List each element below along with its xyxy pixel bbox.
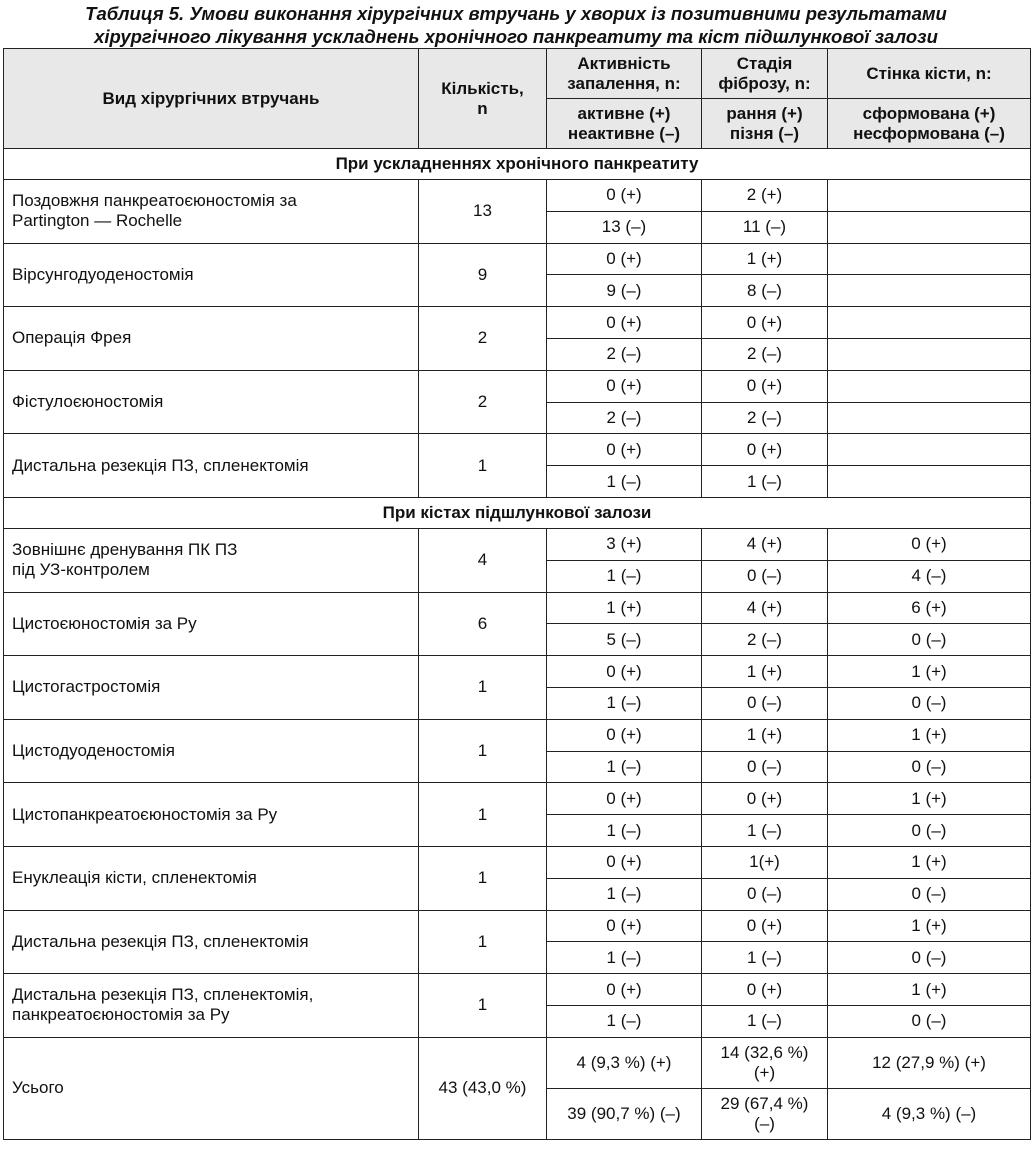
wall-unformed: 0 (–) <box>828 942 1031 974</box>
fibrosis-late: 8 (–) <box>702 275 828 307</box>
fibrosis-early: 0 (+) <box>702 434 828 466</box>
procedure-name-line: Поздовжня панкреатоєюностомія за <box>12 191 297 211</box>
activity-negative: 2 (–) <box>547 402 702 434</box>
wall-unformed: 0 (–) <box>828 624 1031 656</box>
fibrosis-early: 4 (+) <box>702 528 828 560</box>
total-label: Усього <box>4 1037 419 1139</box>
wall-unformed: 0 (–) <box>828 1005 1031 1037</box>
procedure-name-line: Дистальна резекція ПЗ, спленектомія <box>12 455 309 475</box>
total-count: 43 (43,0 %) <box>419 1037 547 1139</box>
wall-unformed: 4 (–) <box>828 560 1031 592</box>
header-fibrosis-sub-1: рання (+) <box>726 103 803 123</box>
total-fibrosis-early <box>702 1037 828 1088</box>
fibrosis-late: 1 (–) <box>702 942 828 974</box>
procedure-name <box>4 434 419 498</box>
wall-formed <box>828 434 1031 466</box>
fibrosis-late: 2 (–) <box>702 338 828 370</box>
procedure-name-line: під УЗ-контролем <box>12 560 150 580</box>
header-count <box>419 49 547 149</box>
activity-negative: 1 (–) <box>547 1005 702 1037</box>
count-cell: 1 <box>419 656 547 720</box>
count-cell: 1 <box>419 974 547 1038</box>
procedure-name <box>4 846 419 910</box>
wall-unformed <box>828 402 1031 434</box>
fibrosis-early: 1 (+) <box>702 719 828 751</box>
count-cell: 1 <box>419 846 547 910</box>
section-title: При ускладненнях хронічного панкреатиту <box>4 149 1031 180</box>
header-fibrosis-sub-2: пізня (–) <box>729 123 800 143</box>
activity-negative: 1 (–) <box>547 942 702 974</box>
total-fibrosis-early-line: (+) <box>753 1062 776 1082</box>
fibrosis-late: 2 (–) <box>702 402 828 434</box>
activity-positive: 0 (+) <box>547 434 702 466</box>
table-row <box>4 846 1031 878</box>
wall-formed: 0 (+) <box>828 528 1031 560</box>
fibrosis-early: 1 (+) <box>702 656 828 688</box>
wall-formed: 1 (+) <box>828 910 1031 942</box>
table-row <box>4 243 1031 275</box>
fibrosis-late: 2 (–) <box>702 624 828 656</box>
total-activity-positive: 4 (9,3 %) (+) <box>547 1037 702 1088</box>
procedure-name <box>4 656 419 720</box>
table-row <box>4 528 1031 560</box>
activity-negative: 1 (–) <box>547 751 702 783</box>
table-title <box>0 0 1032 48</box>
table-row <box>4 910 1031 942</box>
fibrosis-early: 0 (+) <box>702 910 828 942</box>
count-cell: 1 <box>419 434 547 498</box>
procedure-name-line: Дистальна резекція ПЗ, спленектомія <box>12 931 309 951</box>
table-title-line-1: Таблиця 5. Умови виконання хірургічних втручань у хворих із позитивними результатами <box>85 3 947 24</box>
wall-formed: 1 (+) <box>828 783 1031 815</box>
table-header <box>4 49 1031 149</box>
activity-negative: 1 (–) <box>547 815 702 847</box>
table-row <box>4 592 1031 624</box>
activity-positive: 0 (+) <box>547 243 702 275</box>
fibrosis-early: 0 (+) <box>702 370 828 402</box>
header-activity-sub-1: активне (+) <box>577 103 671 123</box>
fibrosis-early: 4 (+) <box>702 592 828 624</box>
fibrosis-early: 2 (+) <box>702 180 828 212</box>
procedure-name <box>4 592 419 656</box>
wall-formed: 1 (+) <box>828 974 1031 1006</box>
section-row <box>4 149 1031 180</box>
header-activity-line-1: Активність <box>577 53 671 73</box>
header-wall-sub-2: несформована (–) <box>853 123 1005 143</box>
fibrosis-late: 0 (–) <box>702 751 828 783</box>
fibrosis-early: 1(+) <box>702 846 828 878</box>
header-wall-sub <box>828 99 1031 149</box>
activity-negative: 13 (–) <box>547 211 702 243</box>
fibrosis-late: 11 (–) <box>702 211 828 243</box>
total-fibrosis-late-line: 29 (67,4 %) <box>720 1093 809 1113</box>
activity-negative: 1 (–) <box>547 687 702 719</box>
activity-negative: 1 (–) <box>547 466 702 498</box>
wall-formed <box>828 307 1031 339</box>
activity-negative: 1 (–) <box>547 878 702 910</box>
procedure-name-line: Операція Фрея <box>12 328 132 348</box>
procedure-name-line: Фістулоєюностомія <box>12 392 164 412</box>
activity-positive: 0 (+) <box>547 974 702 1006</box>
procedure-name-line: панкреатоєюностомія за Ру <box>12 1005 230 1025</box>
header-fibrosis-sub <box>702 99 828 149</box>
table-row <box>4 719 1031 751</box>
wall-formed: 1 (+) <box>828 656 1031 688</box>
table-row <box>4 783 1031 815</box>
wall-unformed <box>828 466 1031 498</box>
procedure-name-line: Зовнішнє дренування ПК ПЗ <box>12 540 238 560</box>
fibrosis-early: 0 (+) <box>702 974 828 1006</box>
procedure-name <box>4 910 419 974</box>
wall-formed: 6 (+) <box>828 592 1031 624</box>
table-row <box>4 180 1031 212</box>
table-title-line-2: хірургічного лікування ускладнень хронічного панкреатиту та кіст підшлункової залози <box>94 26 938 47</box>
count-cell: 9 <box>419 243 547 307</box>
activity-positive: 0 (+) <box>547 846 702 878</box>
fibrosis-late: 0 (–) <box>702 878 828 910</box>
fibrosis-late: 0 (–) <box>702 560 828 592</box>
wall-unformed: 0 (–) <box>828 687 1031 719</box>
wall-unformed: 0 (–) <box>828 878 1031 910</box>
wall-unformed: 0 (–) <box>828 815 1031 847</box>
header-fibrosis <box>702 49 828 99</box>
procedure-name <box>4 180 419 244</box>
fibrosis-late: 1 (–) <box>702 1005 828 1037</box>
activity-positive: 0 (+) <box>547 656 702 688</box>
activity-positive: 0 (+) <box>547 180 702 212</box>
total-wall-formed: 12 (27,9 %) (+) <box>828 1037 1031 1088</box>
count-cell: 1 <box>419 719 547 783</box>
fibrosis-early: 0 (+) <box>702 307 828 339</box>
wall-unformed: 0 (–) <box>828 751 1031 783</box>
fibrosis-late: 1 (–) <box>702 815 828 847</box>
header-activity <box>547 49 702 99</box>
procedure-name <box>4 528 419 592</box>
procedure-name-line: Цистогастростомія <box>12 677 161 697</box>
count-cell: 13 <box>419 180 547 244</box>
header-fibrosis-line-2: фіброзу, n: <box>718 73 811 93</box>
wall-unformed <box>828 275 1031 307</box>
activity-negative: 1 (–) <box>547 560 702 592</box>
procedure-name-line: Partington — Rochelle <box>12 211 183 231</box>
total-wall-unformed: 4 (9,3 %) (–) <box>828 1088 1031 1139</box>
procedure-name <box>4 370 419 434</box>
activity-positive: 0 (+) <box>547 307 702 339</box>
table-row <box>4 974 1031 1006</box>
activity-negative: 2 (–) <box>547 338 702 370</box>
total-fibrosis-early-line: 14 (32,6 %) <box>720 1042 809 1062</box>
total-fibrosis-late <box>702 1088 828 1139</box>
wall-formed: 1 (+) <box>828 719 1031 751</box>
wall-formed <box>828 370 1031 402</box>
section-title: При кістах підшлункової залози <box>4 497 1031 528</box>
total-row <box>4 1037 1031 1088</box>
procedure-name <box>4 974 419 1038</box>
table-row <box>4 307 1031 339</box>
wall-unformed <box>828 211 1031 243</box>
fibrosis-early: 1 (+) <box>702 243 828 275</box>
count-cell: 1 <box>419 910 547 974</box>
header-type: Вид хірургічних втручань <box>4 49 419 149</box>
header-count-line-2: n <box>477 98 488 118</box>
procedure-name-line: Цистопанкреатоєюностомія за Ру <box>12 804 278 824</box>
fibrosis-late: 1 (–) <box>702 466 828 498</box>
header-wall: Стінка кісти, n: <box>828 49 1031 99</box>
procedure-name-line: Цистоєюностомія за Ру <box>12 613 197 633</box>
activity-positive: 3 (+) <box>547 528 702 560</box>
header-activity-sub <box>547 99 702 149</box>
table-row <box>4 656 1031 688</box>
procedure-name <box>4 243 419 307</box>
total-fibrosis-late-line: (–) <box>754 1113 775 1133</box>
wall-formed: 1 (+) <box>828 846 1031 878</box>
header-wall-sub-1: сформована (+) <box>862 103 996 123</box>
count-cell: 1 <box>419 783 547 847</box>
activity-positive: 0 (+) <box>547 910 702 942</box>
count-cell: 4 <box>419 528 547 592</box>
section-row <box>4 497 1031 528</box>
activity-positive: 0 (+) <box>547 783 702 815</box>
fibrosis-early: 0 (+) <box>702 783 828 815</box>
table-row <box>4 370 1031 402</box>
table-row <box>4 434 1031 466</box>
procedure-name <box>4 783 419 847</box>
header-count-line-1: Кількість, <box>441 78 524 98</box>
count-cell: 6 <box>419 592 547 656</box>
header-activity-line-2: запалення, n: <box>567 73 681 93</box>
header-activity-sub-2: неактивне (–) <box>567 123 681 143</box>
procedure-name-line: Цистодуоденостомія <box>12 741 175 761</box>
procedure-name <box>4 307 419 371</box>
activity-positive: 1 (+) <box>547 592 702 624</box>
count-cell: 2 <box>419 307 547 371</box>
wall-unformed <box>828 338 1031 370</box>
activity-negative: 9 (–) <box>547 275 702 307</box>
surgery-table <box>3 48 1031 1140</box>
procedure-name-line: Вірсунгодуоденостомія <box>12 264 194 284</box>
procedure-name-line: Дистальна резекція ПЗ, спленектомія, <box>12 985 314 1005</box>
activity-positive: 0 (+) <box>547 719 702 751</box>
fibrosis-late: 0 (–) <box>702 687 828 719</box>
header-fibrosis-line-1: Стадія <box>736 53 793 73</box>
table-body <box>4 149 1031 1140</box>
activity-positive: 0 (+) <box>547 370 702 402</box>
activity-negative: 5 (–) <box>547 624 702 656</box>
procedure-name <box>4 719 419 783</box>
procedure-name-line: Енуклеація кісти, спленектомія <box>12 868 257 888</box>
count-cell: 2 <box>419 370 547 434</box>
wall-formed <box>828 180 1031 212</box>
total-activity-negative: 39 (90,7 %) (–) <box>547 1088 702 1139</box>
wall-formed <box>828 243 1031 275</box>
